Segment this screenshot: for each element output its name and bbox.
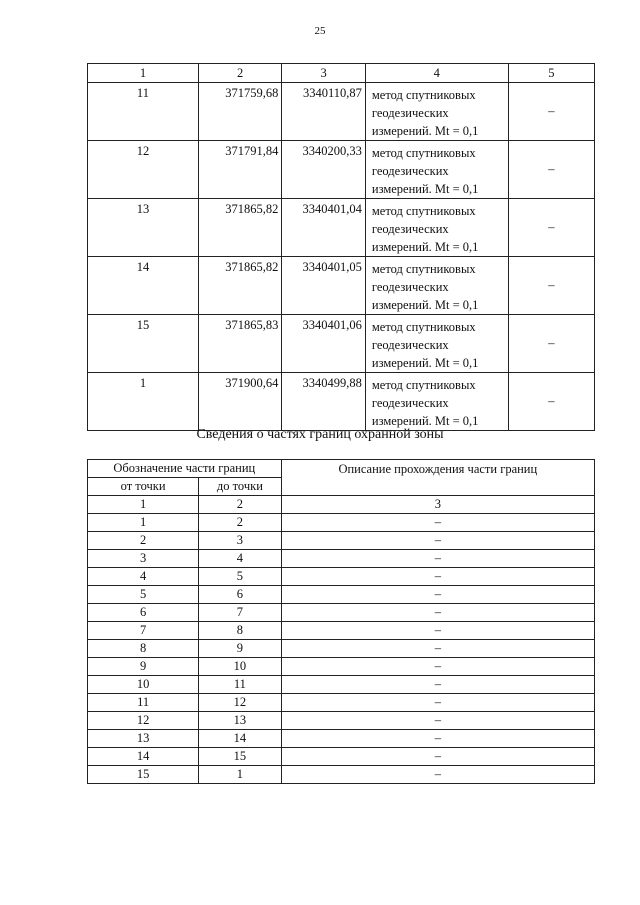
boundary-parts-table — [87, 459, 595, 784]
parts-table-header-row-1 — [88, 460, 595, 478]
note-cell: – — [508, 83, 594, 141]
description-cell: – — [281, 568, 594, 586]
description-cell: – — [281, 604, 594, 622]
section-title: Сведения о частях границ охранной зоны — [196, 427, 444, 442]
from-point-cell: 15 — [88, 766, 199, 784]
to-point-cell: 11 — [199, 676, 281, 694]
from-point-cell: 9 — [88, 658, 199, 676]
x-coordinate-cell: 371865,83 — [198, 315, 281, 373]
parts-header-to-point: до точки — [199, 478, 281, 496]
point-number-cell: 13 — [88, 199, 199, 257]
method-cell: метод спутниковых геодезических измерений. Mt = 0,1 — [365, 83, 508, 141]
from-point-cell: 3 — [88, 550, 199, 568]
coordinates-table-body — [88, 83, 595, 431]
from-point-cell: 1 — [88, 514, 199, 532]
parts-table-row — [88, 568, 595, 586]
x-coordinate-cell: 371865,82 — [198, 199, 281, 257]
method-cell: метод спутниковых геодезических измерений. Mt = 0,1 — [365, 257, 508, 315]
y-coordinate-cell: 3340401,04 — [282, 199, 366, 257]
parts-header-designation: Обозначение части границ — [88, 460, 282, 478]
description-cell: – — [281, 712, 594, 730]
from-point-cell: 2 — [88, 532, 199, 550]
description-cell: – — [281, 694, 594, 712]
coordinates-table-row — [88, 373, 595, 431]
x-coordinate-cell: 371759,68 — [198, 83, 281, 141]
parts-table-row — [88, 766, 595, 784]
description-cell: – — [281, 676, 594, 694]
point-number-cell: 11 — [88, 83, 199, 141]
coordinates-table-row — [88, 199, 595, 257]
method-cell: метод спутниковых геодезических измерений. Mt = 0,1 — [365, 141, 508, 199]
description-cell: – — [281, 730, 594, 748]
from-point-cell: 11 — [88, 694, 199, 712]
parts-header-description: Описание прохождения части границ — [281, 460, 594, 496]
coordinates-header-col-1: 1 — [88, 64, 199, 83]
coordinates-header-col-4: 4 — [365, 64, 508, 83]
from-point-cell: 5 — [88, 586, 199, 604]
to-point-cell: 15 — [199, 748, 281, 766]
description-cell: – — [281, 586, 594, 604]
note-cell: – — [508, 257, 594, 315]
to-point-cell: 14 — [199, 730, 281, 748]
parts-table-index-row — [88, 496, 595, 514]
method-cell: метод спутниковых геодезических измерений. Mt = 0,1 — [365, 373, 508, 431]
point-number-cell: 15 — [88, 315, 199, 373]
page-number: 25 — [314, 25, 326, 37]
coordinates-header-col-2: 2 — [198, 64, 281, 83]
from-point-cell: 7 — [88, 622, 199, 640]
to-point-cell: 7 — [199, 604, 281, 622]
to-point-cell: 1 — [199, 766, 281, 784]
parts-table-row — [88, 676, 595, 694]
parts-table-body — [88, 514, 595, 784]
note-cell: – — [508, 141, 594, 199]
from-point-cell: 13 — [88, 730, 199, 748]
y-coordinate-cell: 3340200,33 — [282, 141, 366, 199]
parts-table-row — [88, 658, 595, 676]
description-cell: – — [281, 532, 594, 550]
to-point-cell: 3 — [199, 532, 281, 550]
parts-index-col-3: 3 — [281, 496, 594, 514]
to-point-cell: 6 — [199, 586, 281, 604]
point-number-cell: 14 — [88, 257, 199, 315]
from-point-cell: 12 — [88, 712, 199, 730]
coordinates-header-col-5: 5 — [508, 64, 594, 83]
description-cell: – — [281, 658, 594, 676]
y-coordinate-cell: 3340401,06 — [282, 315, 366, 373]
coordinates-table — [87, 63, 595, 431]
y-coordinate-cell: 3340110,87 — [282, 83, 366, 141]
coordinates-table-row — [88, 257, 595, 315]
to-point-cell: 2 — [199, 514, 281, 532]
coordinates-table-header-row — [88, 64, 595, 83]
from-point-cell: 8 — [88, 640, 199, 658]
parts-table-row — [88, 640, 595, 658]
coordinates-table-row — [88, 141, 595, 199]
from-point-cell: 10 — [88, 676, 199, 694]
parts-table-row — [88, 748, 595, 766]
to-point-cell: 5 — [199, 568, 281, 586]
description-cell: – — [281, 550, 594, 568]
coordinates-header-col-3: 3 — [282, 64, 366, 83]
note-cell: – — [508, 199, 594, 257]
x-coordinate-cell: 371865,82 — [198, 257, 281, 315]
to-point-cell: 10 — [199, 658, 281, 676]
to-point-cell: 8 — [199, 622, 281, 640]
to-point-cell: 13 — [199, 712, 281, 730]
point-number-cell: 12 — [88, 141, 199, 199]
x-coordinate-cell: 371791,84 — [198, 141, 281, 199]
description-cell: – — [281, 640, 594, 658]
description-cell: – — [281, 748, 594, 766]
parts-table-row — [88, 622, 595, 640]
to-point-cell: 4 — [199, 550, 281, 568]
coordinates-table-row — [88, 315, 595, 373]
parts-table-row — [88, 550, 595, 568]
note-cell: – — [508, 373, 594, 431]
from-point-cell: 4 — [88, 568, 199, 586]
method-cell: метод спутниковых геодезических измерений. Mt = 0,1 — [365, 315, 508, 373]
x-coordinate-cell: 371900,64 — [198, 373, 281, 431]
from-point-cell: 6 — [88, 604, 199, 622]
note-cell: – — [508, 315, 594, 373]
to-point-cell: 9 — [199, 640, 281, 658]
parts-table-row — [88, 514, 595, 532]
parts-table-row — [88, 604, 595, 622]
parts-index-col-1: 1 — [88, 496, 199, 514]
description-cell: – — [281, 766, 594, 784]
description-cell: – — [281, 514, 594, 532]
parts-index-col-2: 2 — [199, 496, 281, 514]
point-number-cell: 1 — [88, 373, 199, 431]
coordinates-table-row — [88, 83, 595, 141]
parts-table-row — [88, 694, 595, 712]
parts-table-row — [88, 532, 595, 550]
parts-table-row — [88, 730, 595, 748]
to-point-cell: 12 — [199, 694, 281, 712]
y-coordinate-cell: 3340499,88 — [282, 373, 366, 431]
y-coordinate-cell: 3340401,05 — [282, 257, 366, 315]
parts-header-from-point: от точки — [88, 478, 199, 496]
description-cell: – — [281, 622, 594, 640]
from-point-cell: 14 — [88, 748, 199, 766]
parts-table-row — [88, 712, 595, 730]
parts-table-row — [88, 586, 595, 604]
method-cell: метод спутниковых геодезических измерений. Mt = 0,1 — [365, 199, 508, 257]
